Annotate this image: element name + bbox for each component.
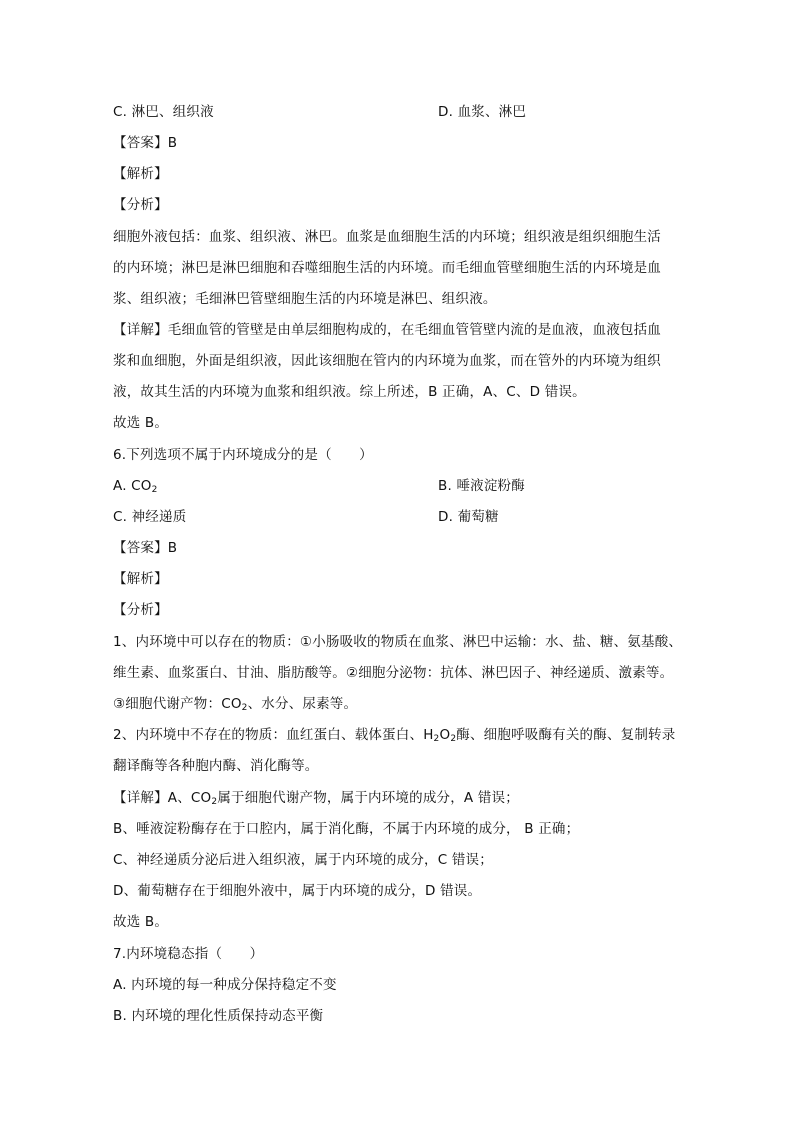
option-c-q5 <box>113 102 693 122</box>
text-run: 2、内环境中不存在的物质：血红蛋白、载体蛋白、H <box>113 727 434 743</box>
subscript: 2 <box>151 485 158 495</box>
detail-line: 浆和血细胞，外面是组织液，因此该细胞在管内的内环境为血浆，而在管外的内环境为组织 <box>113 353 661 369</box>
option-text: C. 神经递质 <box>113 509 187 525</box>
option-b-q6: B. 唾液淀粉酶 <box>438 478 525 494</box>
option-b-q7: B. 内环境的理化性质保持动态平衡 <box>113 1008 324 1024</box>
text-run: 属于细胞代谢产物，属于内环境的成分，A 错误； <box>217 790 519 806</box>
question-6: 6.下列选项不属于内环境成分的是（ ） <box>113 447 373 463</box>
analysis-heading-q5: 【解析】 <box>113 166 168 182</box>
subscript: 2 <box>211 797 218 807</box>
paragraph-line <box>113 694 693 718</box>
choose-line-q5: 故选 B。 <box>113 415 169 431</box>
analysis-heading-q6: 【解析】 <box>113 571 168 587</box>
text-run: 酶、细胞呼吸酶有关的酶、复制转录 <box>456 727 676 743</box>
text-run: O <box>439 727 451 743</box>
detail-line: D、葡萄糖存在于细胞外液中，属于内环境的成分，D 错误。 <box>113 883 482 899</box>
option-text: A. CO <box>113 478 152 494</box>
option-c-q6 <box>113 507 693 527</box>
detail-line <box>113 788 693 812</box>
fenxi-heading-q5: 【分析】 <box>113 197 168 213</box>
fenxi-heading-q6: 【分析】 <box>113 602 168 618</box>
answer-q5: 【答案】B <box>113 135 178 151</box>
detail-line: 液，故其生活的内环境为血浆和组织液。综上所述，B 正确，A、C、D 错误。 <box>113 384 586 400</box>
option-d-q6: D. 葡萄糖 <box>438 509 499 525</box>
detail-line: C、神经递质分泌后进入组织液，属于内环境的成分，C 错误； <box>113 852 493 868</box>
option-a-q6 <box>113 476 693 500</box>
choose-line-q6: 故选 B。 <box>113 914 169 930</box>
detail-line: B、唾液淀粉酶存在于口腔内，属于消化酶，不属于内环境的成分， B 正确； <box>113 821 580 837</box>
subscript: 2 <box>450 734 457 744</box>
option-a-q7: A. 内环境的每一种成分保持稳定不变 <box>113 977 337 993</box>
question-7: 7.内环境稳态指（ ） <box>113 946 264 962</box>
paragraph-line: 翻译酶等各种胞内酶、消化酶等。 <box>113 758 319 774</box>
paragraph-line: 1、内环境中可以存在的物质：①小肠吸收的物质在血浆、淋巴中运输：水、盐、糖、氨基酸、 <box>113 634 683 650</box>
text-run: 、水分、尿素等。 <box>247 696 358 712</box>
option-text: C. 淋巴、组织液 <box>113 104 214 120</box>
paragraph-line <box>113 725 693 749</box>
paragraph-line: 的内环境；淋巴是淋巴细胞和吞噬细胞生活的内环境。而毛细血管壁细胞生活的内环境是血 <box>113 260 661 276</box>
paragraph-line: 细胞外液包括：血浆、组织液、淋巴。血浆是血细胞生活的内环境；组织液是组织细胞生活 <box>113 229 661 245</box>
detail-line: 【详解】毛细血管的管壁是由单层细胞构成的，在毛细血管管壁内流的是血液，血液包括血 <box>113 322 661 338</box>
text-run: 【详解】A、CO <box>113 790 212 806</box>
subscript: 2 <box>241 703 248 713</box>
paragraph-line: 维生素、血浆蛋白、甘油、脂肪酸等。②细胞分泌物：抗体、淋巴因子、神经递质、激素等。 <box>113 665 674 681</box>
paragraph-line: 浆、组织液；毛细淋巴管壁细胞生活的内环境是淋巴、组织液。 <box>113 291 497 307</box>
text-run: ③细胞代谢产物：CO <box>113 696 242 712</box>
answer-q6: 【答案】B <box>113 540 178 556</box>
option-d-q5: D. 血浆、淋巴 <box>438 104 527 120</box>
subscript: 2 <box>433 734 440 744</box>
